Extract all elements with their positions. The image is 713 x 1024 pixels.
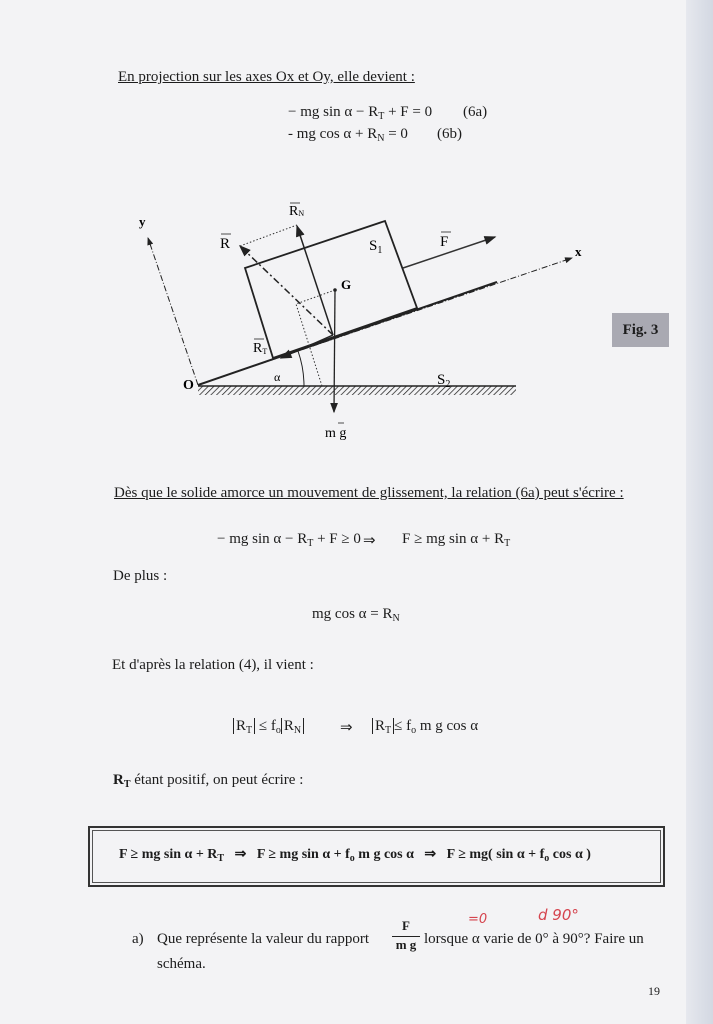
construction-dotted: [240, 225, 297, 246]
fraction-f-over-mg: $\frac{F}{\text{m g}}$: [392, 918, 420, 953]
figure-caption: Fig. 3: [612, 313, 669, 347]
force-f-arrow: [403, 237, 495, 268]
equation-rn: mg $\cos \alpha = R_N$: [312, 606, 400, 624]
inequality-2: $R_T \le f_o$ $R_N$: [233, 718, 304, 736]
label-y: y: [139, 214, 146, 229]
question-text-3: schéma.: [157, 956, 206, 972]
label-g: G: [341, 277, 352, 292]
intro-text: En projection sur les axes Ox et Oy, elle devient :: [118, 69, 415, 85]
label-s2: $S_2$: [437, 372, 451, 390]
label-s1: $S_1$: [369, 238, 383, 256]
equation-6a-tag: (6a): [463, 104, 488, 120]
inclined-plane-figure: [0, 0, 713, 470]
solid-s1: [245, 221, 417, 358]
y-axis: [148, 238, 198, 385]
de-plus-text: De plus :: [113, 568, 168, 584]
label-o: O: [183, 378, 194, 393]
equation-6a: − mg $\sin \alpha - R_T + F = 0$: [288, 104, 433, 122]
glissement-text: Dès que le solide amorce un mouvement de glissement, la relation (6a) peut s'écrire :: [114, 485, 624, 501]
label-x: x: [575, 244, 582, 259]
handwritten-note-zero: =0: [468, 912, 488, 927]
question-text-1: Que représente la valeur du rapport: [157, 931, 369, 947]
equation-6b: - mg $\cos \alpha + R_N = 0$: [288, 126, 408, 144]
ground-hatch: [198, 386, 516, 395]
label-mg: m g: [325, 426, 347, 441]
g-point: [333, 288, 337, 292]
label-alpha: α: [274, 370, 281, 384]
handwritten-note-90: d 90°: [538, 906, 579, 924]
inequality-1: − mg $\sin \alpha - R_T + F \ge 0$: [217, 531, 361, 549]
equation-6b-tag: (6b): [437, 126, 462, 142]
question-marker: a): [132, 931, 144, 947]
rt-positif-text: $R_T$ étant positif, on peut écrire :: [113, 772, 304, 790]
label-rn: RN: [289, 204, 305, 219]
implies-arrow-2: ⇒: [340, 720, 353, 736]
incline-surface: [198, 282, 497, 385]
relation-4-text: Et d'après la relation (4), il vient :: [112, 657, 314, 673]
question-text-2: lorsque α varie de 0° à 90°? Faire un: [424, 931, 644, 947]
angle-arc: [298, 351, 304, 386]
label-r: R: [220, 236, 231, 252]
page-number: 19: [648, 984, 660, 998]
implies-arrow: ⇒: [363, 533, 376, 549]
inequality-1-result: F ≥ mg $\sin \alpha + R_T$: [402, 531, 511, 549]
rn-arrow: [297, 226, 333, 335]
inequality-2-result: $R_T \le f_o$ m g cos α: [372, 718, 478, 736]
boxed-result: F ≥ mg $\sin \alpha + R_T$ ⇒ F ≥ mg $\sin \alpha + f_o$ m g cos α ⇒ F ≥ mg( $\sin \alpha + f_o$ cos α ): [119, 847, 591, 864]
label-f: F: [440, 234, 449, 250]
label-rt: RT: [253, 341, 268, 356]
